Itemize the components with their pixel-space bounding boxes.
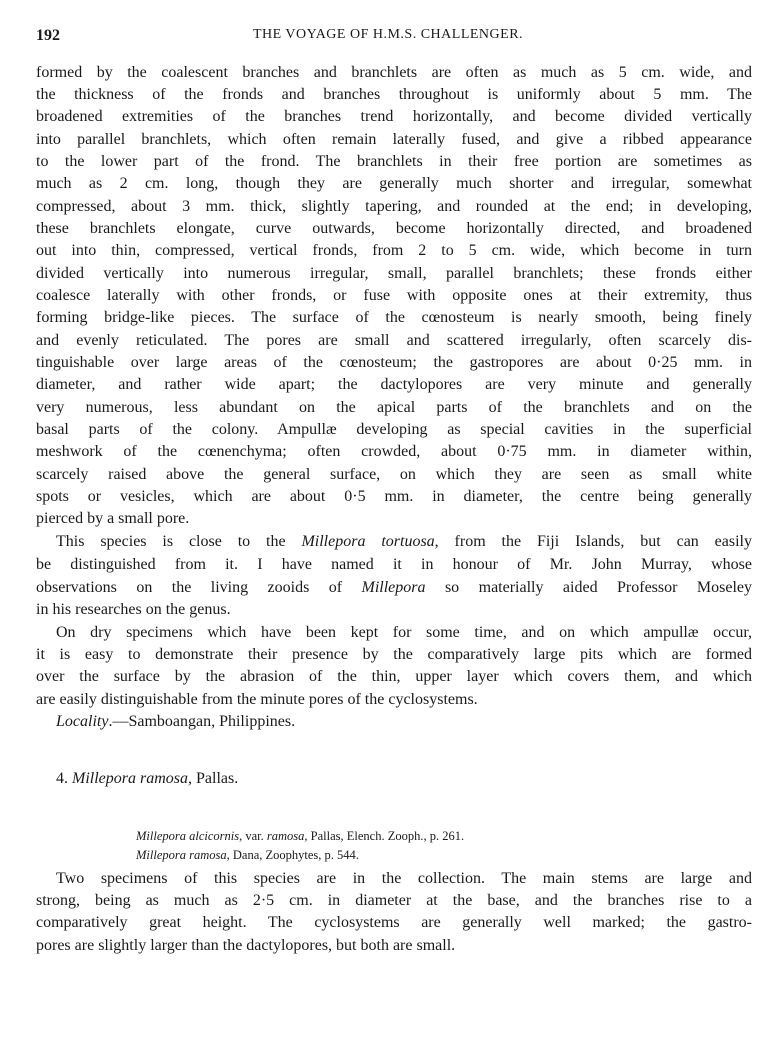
line-content <box>36 556 752 573</box>
line-content <box>36 668 752 685</box>
text-segment: formed by the coalescent branches and branchlets are often as much as 5 cm. wide, and <box>36 64 752 81</box>
line-content <box>36 108 752 125</box>
text-line <box>36 465 752 485</box>
line-content <box>56 624 752 641</box>
text-segment: in his researches on the genus. <box>36 601 231 618</box>
line-content <box>36 287 752 304</box>
line-content <box>36 646 752 663</box>
text-segment: , Pallas. <box>188 770 239 787</box>
text-line <box>36 913 752 933</box>
line-content <box>136 848 359 862</box>
line-content <box>56 713 295 730</box>
text-segment: into parallel branchlets, which often remain laterally fused, and give a ribbed appearance <box>36 131 752 148</box>
italic-text: Millepora ramosa <box>136 848 227 862</box>
text-segment: very numerous, less abundant on the apical parts of the branchlets and on the <box>36 399 752 416</box>
text-line <box>36 197 752 217</box>
italic-text: Millepora <box>361 579 426 596</box>
line-content <box>56 533 752 550</box>
text-line <box>36 331 752 351</box>
text-segment: , from the Fiji Islands, but can easily <box>434 533 752 550</box>
text-segment: basal parts of the colony. Ampullæ developing as special cavities in the superficial <box>36 421 752 438</box>
text-line <box>36 509 752 529</box>
line-content <box>36 242 752 259</box>
text-segment: coalesce laterally with other fronds, or fuse with opposite ones at their extremity, thus <box>36 287 752 304</box>
text-line <box>36 308 752 328</box>
text-segment: scarcely raised above the general surface, on which they are seen as small white <box>36 466 752 483</box>
text-line <box>36 936 752 956</box>
line-content <box>36 691 478 708</box>
text-line <box>36 578 752 598</box>
line-content <box>36 914 752 931</box>
text-line <box>36 645 752 665</box>
text-line <box>36 442 752 462</box>
text-segment: pierced by a small pore. <box>36 510 190 527</box>
text-segment: broadened extremities of the branches trend horizontally, and become divided vertically <box>36 108 752 125</box>
text-line <box>36 264 752 284</box>
text-line <box>36 420 752 440</box>
text-line <box>36 555 752 575</box>
line-content <box>36 488 752 505</box>
line-content <box>36 198 752 215</box>
text-segment: out into thin, compressed, vertical fronds, from 2 to 5 cm. wide, which become in turn <box>36 242 752 259</box>
text-segment: comparatively great height. The cyclosystems are generally well marked; the gastro- <box>36 914 752 931</box>
text-line <box>36 85 752 105</box>
text-segment: spots or vesicles, which are about 0·5 mm. in diameter, the centre being generally <box>36 488 752 505</box>
italic-text: ramosa <box>266 829 305 843</box>
text-segment: over the surface by the abrasion of the thin, upper layer which covers them, and which <box>36 668 752 685</box>
line-content <box>36 64 752 81</box>
text-segment: to the lower part of the frond. The branchlets in their free portion are sometimes as <box>36 153 752 170</box>
text-segment: tinguishable over large areas of the cœnosteum; the gastropores are about 0·25 mm. in <box>36 354 752 371</box>
text-segment: Two specimens of this species are in the collection. The main stems are large and <box>56 870 752 887</box>
italic-text: Locality <box>56 713 109 730</box>
line-content <box>36 153 752 170</box>
line-content <box>36 332 752 349</box>
line-content <box>36 443 752 460</box>
text-segment: these branchlets elongate, curve outwards, become horizontally directed, and broadened <box>36 220 752 237</box>
running-head: THE VOYAGE OF H.M.S. CHALLENGER. <box>252 27 524 42</box>
text-segment: 4. <box>56 770 72 787</box>
text-segment: forming bridge-like pieces. The surface of the cœnosteum is nearly smooth, being finely <box>36 309 752 326</box>
italic-text: Millepora ramosa <box>72 770 188 787</box>
text-line <box>36 130 752 150</box>
text-segment: are easily distinguishable from the minute pores of the cyclosystems. <box>36 691 478 708</box>
text-segment: it is easy to demonstrate their presence by the comparatively large pits which are formed <box>36 646 752 663</box>
text-line <box>36 286 752 306</box>
text-line <box>56 869 752 889</box>
line-content <box>36 131 752 148</box>
line-content <box>36 579 752 596</box>
text-line <box>36 241 752 261</box>
text-segment: and evenly reticulated. The pores are small and scattered irregularly, often scarcely dis- <box>36 332 752 349</box>
line-content <box>36 892 752 909</box>
text-line <box>36 174 752 194</box>
italic-text: Millepora alcicornis <box>136 829 240 843</box>
line-content <box>36 466 752 483</box>
text-line <box>36 487 752 507</box>
line-content <box>36 937 455 954</box>
section-heading <box>56 769 238 789</box>
line-content <box>36 376 752 393</box>
text-segment: observations on the living zooids of <box>36 579 362 596</box>
line-content <box>36 601 231 618</box>
italic-text: Millepora tortuosa <box>301 533 435 550</box>
text-line <box>56 532 752 552</box>
line-content <box>36 354 752 371</box>
text-line <box>56 623 752 643</box>
text-segment: This species is close to the <box>56 533 302 550</box>
citation-line <box>136 826 464 846</box>
text-segment: meshwork of the cœnenchyma; often crowded, about 0·75 mm. in diameter within, <box>36 443 752 460</box>
line-content <box>56 870 752 887</box>
text-line <box>36 63 752 83</box>
text-line <box>36 398 752 418</box>
line-content <box>36 421 752 438</box>
text-segment: diameter, and rather wide apart; the dactylopores are very minute and generally <box>36 376 752 393</box>
text-segment: compressed, about 3 mm. thick, slightly tapering, and rounded at the end; in developing, <box>36 198 752 215</box>
text-line <box>36 375 752 395</box>
text-line <box>36 152 752 172</box>
text-segment: so materially aided Professor Moseley <box>425 579 752 596</box>
text-segment: be distinguished from it. I have named it in honour of Mr. John Murray, whose <box>36 556 752 573</box>
line-content <box>36 265 752 282</box>
text-line <box>36 667 752 687</box>
page-number: 192 <box>36 27 60 44</box>
line-content <box>136 829 464 843</box>
line-content <box>36 86 752 103</box>
text-segment: strong, being as much as 2·5 cm. in diameter at the base, and the branches rise to a <box>36 892 752 909</box>
line-content <box>36 510 189 527</box>
text-segment: On dry specimens which have been kept for some time, and on which ampullæ occur, <box>56 624 752 641</box>
line-content <box>36 399 752 416</box>
text-line <box>36 219 752 239</box>
line-content <box>36 175 752 192</box>
text-line <box>36 600 752 620</box>
text-line <box>36 107 752 127</box>
text-segment: pores are slightly larger than the dactylopores, but both are small. <box>36 937 456 954</box>
text-segment: , var. <box>239 829 267 843</box>
text-line <box>36 891 752 911</box>
text-segment: , Dana, Zoophytes, p. 544. <box>226 848 359 862</box>
text-line <box>56 712 752 732</box>
text-segment: divided vertically into numerous irregular, small, parallel branchlets; these fronds either <box>36 265 752 282</box>
text-line <box>36 690 752 710</box>
line-content <box>56 770 238 787</box>
line-content <box>36 309 752 326</box>
line-content <box>36 220 752 237</box>
text-segment: much as 2 cm. long, though they are generally much shorter and irregular, somewhat <box>36 175 752 192</box>
text-segment: .—Samboangan, Philippines. <box>108 713 296 730</box>
citation-line <box>136 845 359 865</box>
text-line <box>36 353 752 373</box>
text-segment: , Pallas, Elench. Zooph., p. 261. <box>304 829 465 843</box>
text-segment: the thickness of the fronds and branches throughout is uniformly about 5 mm. The <box>36 86 752 103</box>
